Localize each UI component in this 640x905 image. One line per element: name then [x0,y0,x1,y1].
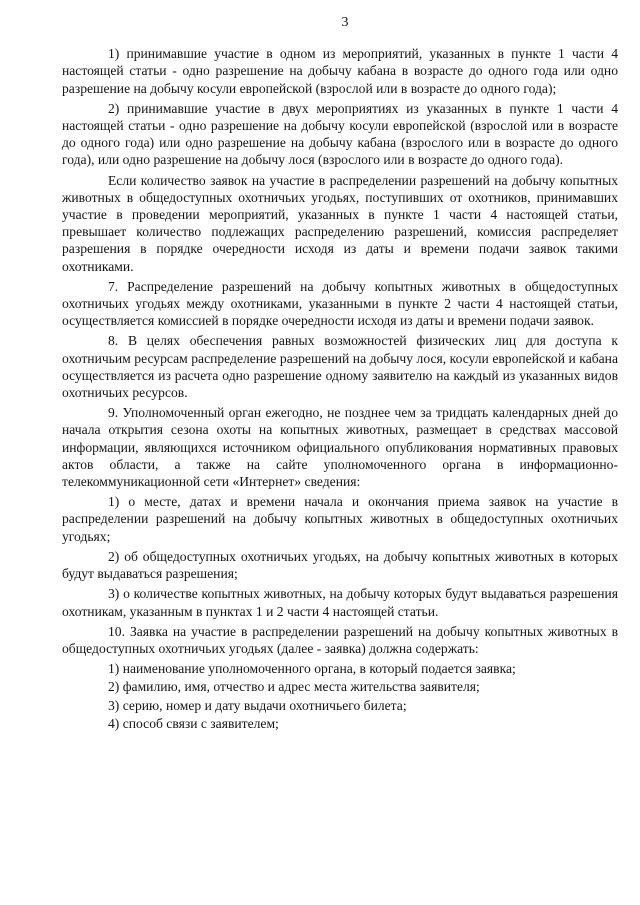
paragraph-section-10-item-1: 1) наименование уполномоченного органа, в который подается заявка; [108,661,516,677]
paragraph-section-10-item-2: 2) фамилию, имя, отчество и адрес места жительства заявителя; [108,679,480,695]
paragraph-section-10-item-3: 3) серию, номер и дату выдачи охотничьего билета; [108,697,407,713]
paragraph-section-10: 10. Заявка на участие в распределении разрешений на добычу копытных животных в общедоступных охотничьих угодьях (далее - заявка) должна содержать: [62,623,618,656]
page-number: 3 [341,15,349,30]
paragraph-item-1: 1) принимавшие участие в одном из мероприятий, указанных в пункте 1 части 4 настоящей статьи - одно разрешение на добычу кабана в возрасте до одного года или одно разрешение на добычу косули европейской (взрослой или в возрасте до одного года); [62,46,618,96]
document-page [62,14,618,733]
paragraph-section-10-item-4: 4) способ связи с заявителем; [108,715,279,731]
paragraph-section-9-item-2: 2) об общедоступных охотничьих угодьях, на добычу копытных животных в которых будут выдаваться разрешения; [62,548,618,582]
paragraph-section-8: 8. В целях обеспечения равных возможностей физических лиц для доступа к охотничьим ресурсам распределение разрешений на добычу лося, косули европейской и кабана осуществляется из расчета одно разрешение одному заявителю на каждый из указанных видов охотничьих ресурсов. [62,333,618,401]
paragraph-section-9-item-1: 1) о месте, датах и времени начала и окончания приема заявок на участие в распределении разрешений на добычу копытных животных в общедоступных охотничьих угодьях; [62,494,618,544]
paragraph-section-7: 7. Распределение разрешений на добычу копытных животных в общедоступных охотничьих угодьях между охотниками, указанными в пункте 2 части 4 настоящей статьи, осуществляется комиссией в порядке очередности исходя из даты и времени подачи заявок. [62,278,618,329]
paragraph-section-9-item-3: 3) о количестве копытных животных, на добычу которых будут выдаваться разрешения охотникам, указанным в пунктах 1 и 2 части 4 настоящей статьи. [62,586,618,619]
paragraph-section-9: 9. Уполномоченный орган ежегодно, не позднее чем за тридцать календарных дней до начала открытия сезона охоты на копытных животных, размещает в средствах массовой информации, являющихся источником официального опубликования нормативных правовых актов области, а также на сайте уполномоченного органа в информационно-телекоммуникационной сети «Интернет» сведения: [62,405,618,490]
paragraph-excess-applications: Если количество заявок на участие в распределении разрешений на добычу копытных животных в общедоступных охотничьих угодьях, поступивших от охотников, принимавших участие в проведении мероприятий, указанных в пункте 1 части 4 настоящей статьи, превышает количество подлежащих распределению разрешений, комиссия распределяет разрешения в порядке очередности исходя из даты и времени подачи заявок такими охотниками. [62,172,618,274]
paragraph-item-2: 2) принимавшие участие в двух мероприятиях из указанных в пункте 1 части 4 настоящей статьи - одно разрешение на добычу косули европейской (взрослой или в возрасте до одного года) или одно разрешение на добычу кабана (взрослого или в возрасте до одного года), или одно разрешение на добычу лося (взрослого или в возрасте до одного года). [62,100,618,168]
